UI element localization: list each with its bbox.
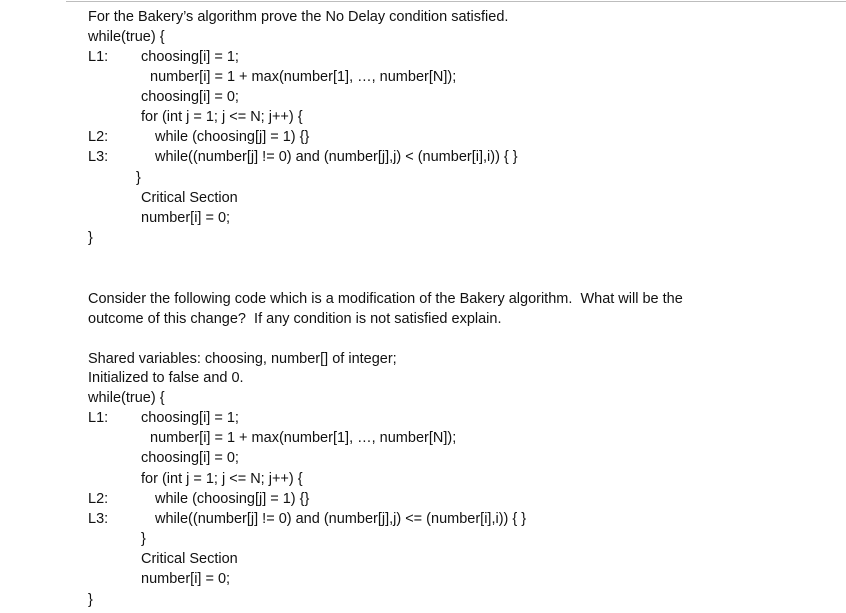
top-divider [66, 1, 846, 2]
question-2-line-2: outcome of this change? If any condition is not satisfied explain. [88, 311, 502, 327]
code2-number-set: number[i] = 1 + max(number[1], …, number[N]); [150, 430, 457, 446]
code1-for-close: } [136, 170, 141, 186]
code1-choosing-reset: choosing[i] = 0; [141, 89, 239, 105]
code2-while-number: while((number[j] != 0) and (number[j],j) <= (number[i],i)) { } [155, 511, 527, 527]
code1-for-open: for (int j = 1; j <= N; j++) { [141, 109, 303, 125]
code2-while-open: while(true) { [88, 390, 165, 406]
question-2-line-1: Consider the following code which is a modification of the Bakery algorithm. What will be the [88, 291, 683, 307]
code2-label-l3: L3: [88, 511, 109, 527]
code2-critical-section: Critical Section [141, 551, 238, 567]
code2-label-l2: L2: [88, 491, 109, 507]
code1-label-l2: L2: [88, 129, 109, 145]
code1-while-number: while((number[j] != 0) and (number[j],j) < (number[i],i)) { } [155, 149, 518, 165]
code1-choosing-set: choosing[i] = 1; [141, 49, 239, 65]
code2-while-choosing: while (choosing[j] = 1) {} [155, 491, 310, 507]
shared-variables: Shared variables: choosing, number[] of integer; [88, 351, 397, 367]
code2-for-open: for (int j = 1; j <= N; j++) { [141, 471, 303, 487]
question-1: For the Bakery’s algorithm prove the No Delay condition satisfied. [88, 9, 509, 25]
code2-number-reset: number[i] = 0; [141, 571, 231, 587]
initialized-note: Initialized to false and 0. [88, 370, 244, 386]
code1-number-set: number[i] = 1 + max(number[1], …, number[N]); [150, 69, 457, 85]
code1-number-reset: number[i] = 0; [141, 210, 231, 226]
code2-while-close: } [88, 592, 93, 608]
code1-while-choosing: while (choosing[j] = 1) {} [155, 129, 310, 145]
code2-label-l1: L1: [88, 410, 109, 426]
code2-choosing-set: choosing[i] = 1; [141, 410, 239, 426]
code1-label-l3: L3: [88, 149, 109, 165]
code1-while-open: while(true) { [88, 29, 165, 45]
code1-label-l1: L1: [88, 49, 109, 65]
code1-while-close: } [88, 230, 93, 246]
code2-choosing-reset: choosing[i] = 0; [141, 450, 239, 466]
code1-critical-section: Critical Section [141, 190, 238, 206]
code2-for-close: } [141, 531, 146, 547]
